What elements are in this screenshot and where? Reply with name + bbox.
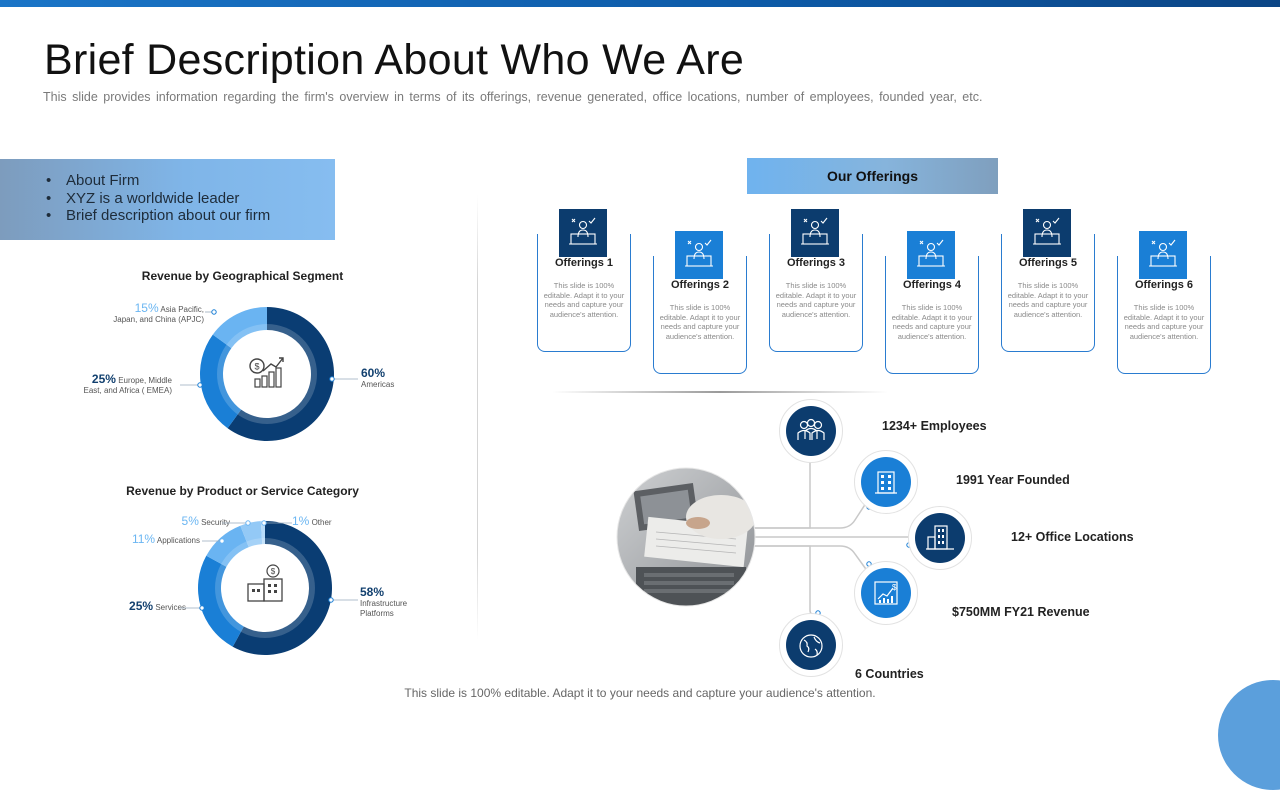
page-subtitle: This slide provides information regarding the firm's overview in terms of its offerings, revenue generated, office locations, number of employees, founded year, etc. [43,90,983,104]
about-firm-box [0,159,335,240]
geo-label-pct: 15% [134,301,159,315]
revenue-icon-ring [854,561,918,625]
offerings-header: Our Offerings [747,158,998,194]
workspace-photo [616,467,756,607]
footer-note: This slide is 100% editable. Adapt it to your needs and capture your audience's attention. [404,686,876,700]
offering-description: This slide is 100% editable. Adapt it to your needs and capture your audience's attention. [659,303,741,341]
presenter-icon [675,231,723,279]
presenter-icon [559,209,607,257]
stat-revenue: $750MM FY21 Revenue [952,605,1090,619]
stat-offices: 12+ Office Locations [1011,530,1134,544]
presenter-icon [907,231,955,279]
offering-description: This slide is 100% editable. Adapt it to your needs and capture your audience's attention. [775,281,857,319]
offering-title: Offerings 3 [786,257,846,269]
product-label-pct: 58% [360,585,385,599]
vertical-divider [477,195,478,640]
about-item: • Brief description about our firm [66,207,335,225]
about-item: • XYZ is a worldwide leader [66,190,335,208]
presenter-icon [1023,209,1071,257]
geo-label-text: East, and Africa ( EMEA) [83,386,172,395]
offering-title: Offerings 4 [902,279,962,291]
offering-title: Offerings 2 [670,279,730,291]
product-label-pct: 5% [181,514,199,528]
offering-description: This slide is 100% editable. Adapt it to your needs and capture your audience's attention. [1123,303,1205,341]
offering-description: This slide is 100% editable. Adapt it to your needs and capture your audience's attention. [1007,281,1089,319]
geo-label-text: Europe, Middle [118,376,172,385]
offices-icon-ring [908,506,972,570]
geo-label-text: Americas [361,380,395,389]
product-label-text: Security [201,518,230,527]
top-accent-bar [0,0,1280,7]
offering-description: This slide is 100% editable. Adapt it to your needs and capture your audience's attention. [891,303,973,341]
svg-text:$: $ [892,583,897,592]
geo-leader-lines [180,300,380,400]
svg-text:$: $ [254,361,260,372]
about-list [0,159,335,225]
presenter-icon [1139,231,1187,279]
geo-label-emea [72,374,172,396]
svg-text:$: $ [270,567,276,576]
employees-icon-ring [779,399,843,463]
product-leader-lines [180,515,380,615]
stat-founded: 1991 Year Founded [956,473,1070,487]
countries-icon-ring [779,613,843,677]
presenter-icon [791,209,839,257]
geo-label-pct: 60% [361,366,386,380]
page-title: Brief Description About Who We Are [44,36,745,84]
product-label-text: Services [155,603,186,612]
geo-chart-title: Revenue by Geographical Segment [141,269,344,283]
product-label-text: Platforms [360,609,394,618]
geo-label-text: Asia Pacific, [160,305,204,314]
offering-title: Offerings 1 [554,257,614,269]
revenue-report-icon [861,568,911,618]
stat-countries: 6 Countries [855,667,924,681]
geo-label-text: Japan, and China (APJC) [113,315,204,324]
product-label-text: Other [311,518,332,527]
product-label-pct: 1% [292,514,310,528]
product-label-pct: 11% [131,532,156,546]
product-label-services [96,601,186,613]
offering-title: Offerings 5 [1018,257,1078,269]
offering-title: Offerings 6 [1134,279,1194,291]
product-label-text: Infrastructure [360,599,408,608]
product-chart-title: Revenue by Product or Service Category [126,484,359,498]
globe-icon [786,620,836,670]
geo-label-pct: 25% [91,372,116,386]
offerings-divider [552,391,888,393]
offering-description: This slide is 100% editable. Adapt it to your needs and capture your audience's attention. [543,281,625,319]
office-building-icon [915,513,965,563]
stat-employees: 1234+ Employees [882,419,987,433]
employees-icon [786,406,836,456]
building-icon [861,457,911,507]
product-label-text: Applications [156,536,200,545]
founded-icon-ring [854,450,918,514]
about-item: • About Firm [66,172,335,190]
product-label-pct: 25% [129,599,154,613]
